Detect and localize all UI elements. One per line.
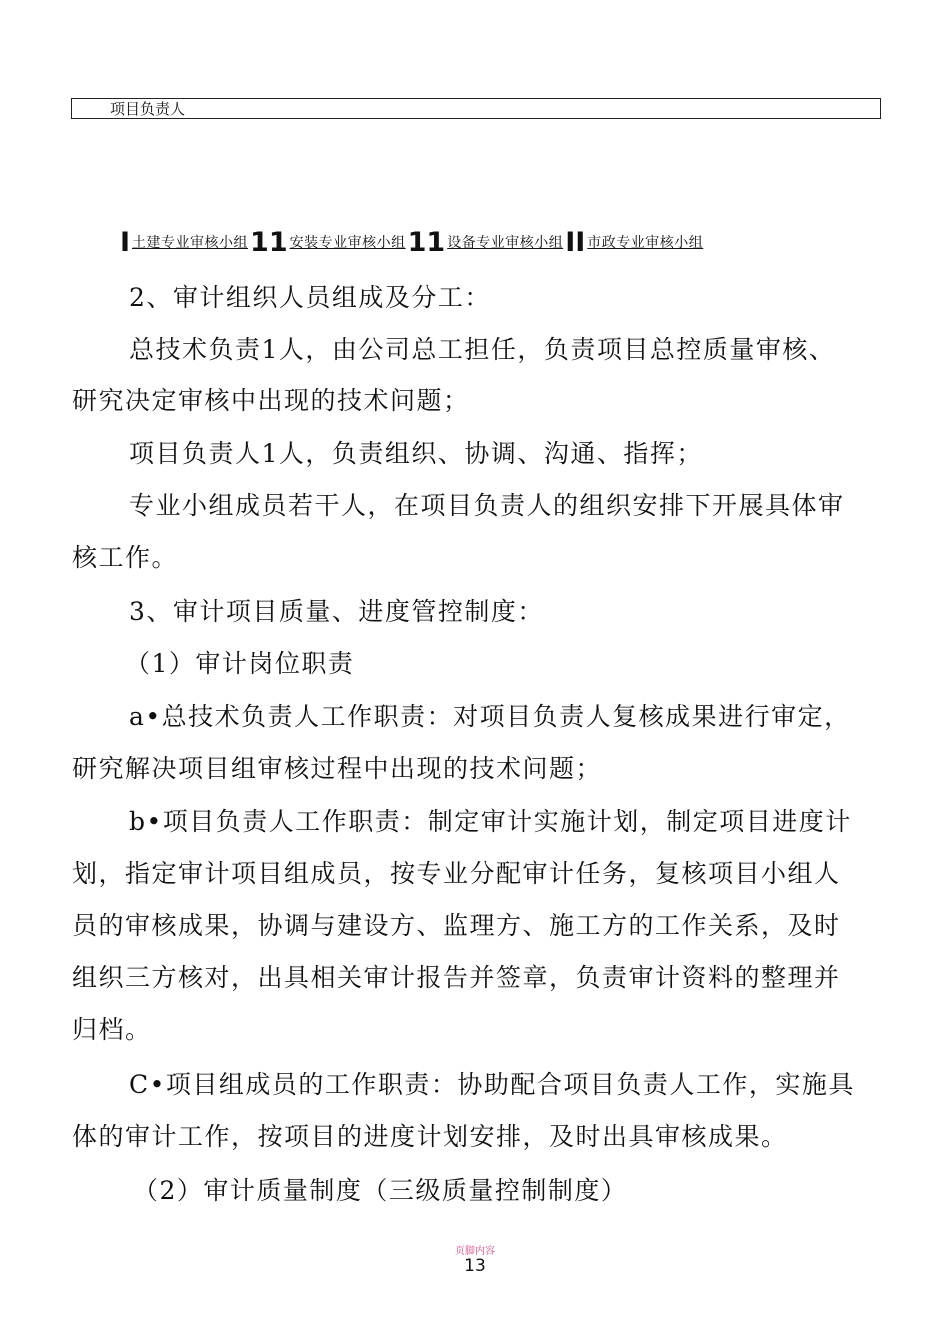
text-line: b•项目负责人工作职责：制定审计实施计划，制定项目进度计 bbox=[129, 807, 852, 836]
footer-label: 页脚内容 bbox=[455, 1246, 495, 1257]
text-line: 组织三方核对，出具相关审计报告并签章，负责审计资料的整理并 bbox=[72, 963, 841, 992]
subheading-1: （1）审计岗位职责 bbox=[125, 649, 355, 678]
group-installation: 安装专业审核小组 bbox=[289, 235, 406, 251]
header-box bbox=[71, 98, 881, 119]
text-line: 员的审核成果，协调与建设方、监理方、施工方的工作关系，及时 bbox=[72, 911, 841, 940]
group-municipal: 市政专业审核小组 bbox=[587, 235, 704, 251]
group-separator: 11 bbox=[407, 227, 446, 258]
group-row bbox=[120, 228, 840, 260]
header-box-label: 项目负责人 bbox=[110, 100, 186, 118]
text-line: 研究解决项目组审核过程中出现的技术问题； bbox=[72, 754, 603, 783]
page-number: 13 bbox=[464, 1256, 486, 1276]
text-line: 核工作。 bbox=[72, 543, 179, 572]
text-line: 总技术负责1人，由公司总工担任，负责项目总控质量审核、 bbox=[129, 335, 836, 364]
section-heading-2: 2、审计组织人员组成及分工： bbox=[129, 283, 491, 312]
text-line: 归档。 bbox=[72, 1015, 152, 1044]
text-line: 项目负责人1人，负责组织、协调、沟通、指挥； bbox=[129, 439, 703, 468]
text-line: 研究决定审核中出现的技术问题； bbox=[72, 386, 470, 415]
text-line: 体的审计工作，按项目的进度计划安排，及时出具审核成果。 bbox=[72, 1122, 788, 1151]
group-civil: 土建专业审核小组 bbox=[132, 235, 249, 251]
text-line: 专业小组成员若干人，在项目负责人的组织安排下开展具体审 bbox=[129, 491, 845, 520]
group-separator: 11 bbox=[250, 227, 288, 258]
group-equipment: 设备专业审核小组 bbox=[447, 235, 564, 251]
group-separator: I bbox=[120, 227, 131, 258]
text-line: a•总技术负责人工作职责：对项目负责人复核成果进行审定， bbox=[129, 702, 851, 731]
text-line: C•项目组成员的工作职责：协助配合项目负责人工作，实施具 bbox=[129, 1070, 855, 1099]
group-separator: II bbox=[565, 227, 586, 258]
section-heading-3: 3、审计项目质量、进度管控制度： bbox=[129, 597, 544, 626]
subheading-2: （2）审计质量制度（三级质量控制制度） bbox=[133, 1176, 628, 1205]
text-line: 划，指定审计项目组成员，按专业分配审计任务，复核项目小组人 bbox=[72, 859, 841, 888]
